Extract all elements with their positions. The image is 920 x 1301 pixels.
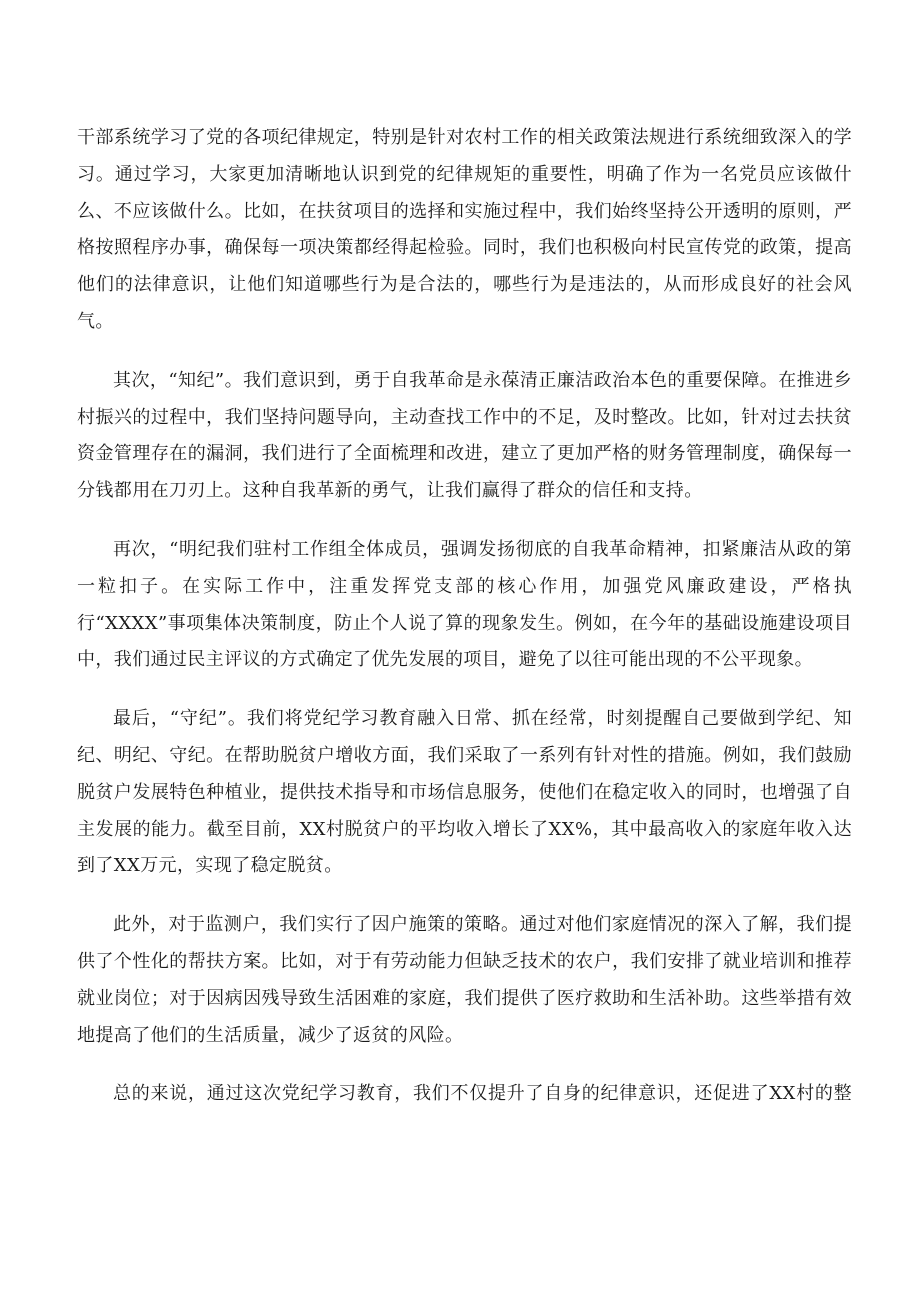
paragraph-3: 再次，“明纪我们驻村工作组全体成员，强调发扬彻底的自我革命精神，扣紧廉洁从政的第一粒扣子。在实际工作中，注重发挥党支部的核心作用，加强党风廉政建设，严格执行“XXXX”事项集体决策制度，防止个人说了算的现象发生。例如，在今年的基础设施建设项目中，我们通过民主评议的方式确定了优先发展的项目，避免了以往可能出现的不公平现象。 (77, 538, 852, 671)
paragraph-1: 干部系统学习了党的各项纪律规定，特别是针对农村工作的相关政策法规进行系统细致深入的学习。通过学习，大家更加清晰地认识到党的纪律规矩的重要性，明确了作为一名党员应该做什么、不应该做什么。比如，在扶贫项目的选择和实施过程中，我们始终坚持公开透明的原则，严格按照程序办事，确保每一项决策都经得起检验。同时，我们也积极向村民宣传党的政策，提高他们的法律意识，让他们知道哪些行为是合法的，哪些行为是违法的，从而形成良好的社会风气。 (77, 127, 852, 332)
paragraph-2: 其次，“知纪”。我们意识到，勇于自我革命是永葆清正廉洁政治本色的重要保障。在推进乡村振兴的过程中，我们坚持问题导向，主动查找工作中的不足，及时整改。比如，针对过去扶贫资金管理存在的漏洞，我们进行了全面梳理和改进，建立了更加严格的财务管理制度，确保每一分钱都用在刀刃上。这种自我革新的勇气，让我们赢得了群众的信任和支持。 (77, 369, 852, 502)
document-body (77, 120, 852, 1113)
paragraph-4: 最后，“守纪”。我们将党纪学习教育融入日常、抓在经常，时刻提醒自己要做到学纪、知纪、明纪、守纪。在帮助脱贫户增收方面，我们采取了一系列有针对性的措施。例如，我们鼓励脱贫户发展特色种植业，提供技术指导和市场信息服务，使他们在稳定收入的同时，也增强了自主发展的能力。截至目前，XX村脱贫户的平均收入增长了XX%，其中最高收入的家庭年收入达到了XX万元，实现了稳定脱贫。 (77, 708, 852, 877)
paragraph-6: 总的来说，通过这次党纪学习教育，我们不仅提升了自身的纪律意识，还促进了XX村的整 (113, 1083, 852, 1105)
paragraph-5: 此外，对于监测户，我们实行了因户施策的策略。通过对他们家庭情况的深入了解，我们提供了个性化的帮扶方案。比如，对于有劳动能力但缺乏技术的农户，我们安排了就业培训和推荐就业岗位；对于因病因残导致生活困难的家庭，我们提供了医疗救助和生活补助。这些举措有效地提高了他们的生活质量，减少了返贫的风险。 (77, 914, 852, 1046)
